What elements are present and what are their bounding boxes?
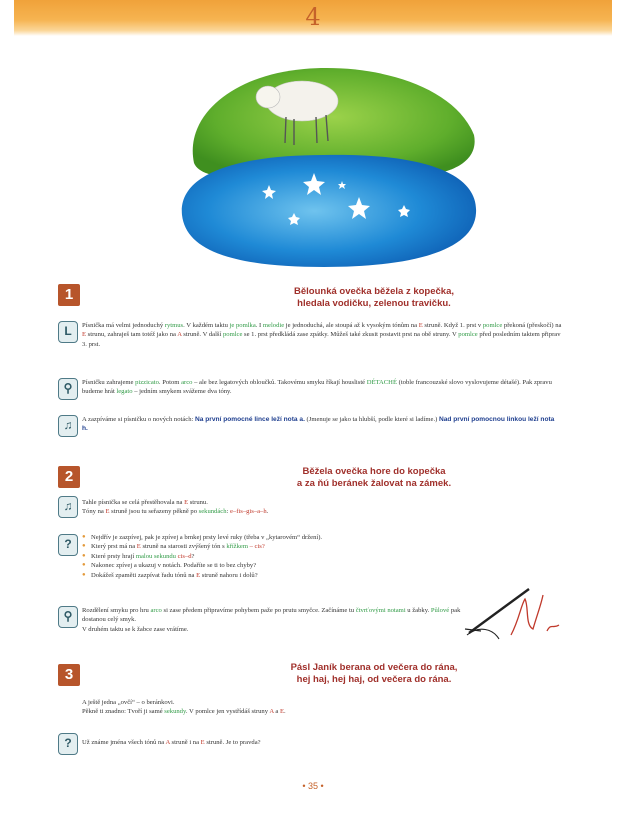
- listen-icon: L: [58, 321, 78, 343]
- section-1-title-line1: Bělounká ovečka běžela z kopečka,: [294, 286, 454, 297]
- section-1-paragraph-3: A zazpíváme si písničku o nových notách: Na první pomocné lince leží nota a. (Jmenuje se jako ta hlubší, podle které si ladíme.) Nad první pomocnou linkou leží nota h.: [82, 416, 555, 433]
- section-1-paragraph-1: Písnička má velmi jednoduchý rytmus. V každém taktu je pomlka. I melodie je jednoduchá, ale stoupá až k vysokým tónům na E struně. Když 1. prst v pomlce překoná (přeskočí) na E strunu, zahraješ tam totéž jako na A struně. V další pomlce se 1. prst předkládá zase zpátky. Můžeš také zkusit postavit prst na obě struny. V pomlce před posledním taktem připrav 3. prst.: [82, 322, 562, 348]
- violin-icon: ⚲: [58, 378, 78, 400]
- section-3-title: [174, 662, 574, 686]
- sheep-illustration: [174, 55, 484, 270]
- section-3-paragraph-2: Už známe jména všech tónů na A struně i na E struně. Je to pravda?: [82, 739, 261, 746]
- section-number-3: 3: [58, 664, 80, 686]
- section-1-title-line2: hledala vodičku, zelenou travičku.: [297, 298, 451, 309]
- question-icon: ?: [58, 733, 78, 755]
- section-number-2: 2: [58, 466, 80, 488]
- section-number-1: 1: [58, 284, 80, 306]
- section-2-title-line2: a za ňú beránek žalovat na zámek.: [296, 478, 452, 489]
- section-2-title-line1: Běžela ovečka hore do kopečka: [302, 466, 446, 477]
- list-item: ● Nejdřív je zazpívej, pak je zpívej a brnkej prsty levé ruky (třeba v „kytarovém“ držení).: [82, 533, 562, 542]
- sing-icon: ♫: [58, 496, 78, 518]
- section-1-title: [174, 286, 574, 310]
- sing-icon: ♫: [58, 415, 78, 437]
- chapter-number: 4: [305, 3, 321, 31]
- list-item: ● Které prsty hrají malou sekundu cis–d?: [82, 552, 562, 561]
- section-1-paragraph-2: Písničku zahrajeme pizzicato. Potom arco – ale bez legatových obloučků. Takovému smyku říkají houslisté DÉTACHÉ (toble francouzské slovo vyslovujeme détašé). Pak zpravu budeme hrát legato – jedním smykem svážeme dva tóny.: [82, 379, 552, 396]
- section-3-title-line1: Pásl Janík berana od večera do rána,: [290, 662, 458, 673]
- section-2-list: [82, 533, 562, 580]
- section-2-paragraph-1: Tahle písnička se celá přestěhovala na E strunu. Tóny na E struně jsou tu seřazeny pěkně po sekundách: e–fis–gis–a–h.: [82, 499, 269, 516]
- textbook-page: [14, 0, 612, 827]
- section-3-paragraph-1: A ještě jedna „ovčí“ – o beránkovi. Pěkně ti znadno: Tvoří ji samé sekundy. V pomlce jen vystřídáš struny A a E.: [82, 699, 286, 716]
- list-item: ● Dokážeš zpaměti zazpívat řadu tónů na E struně nahoru i dolů?: [82, 571, 562, 580]
- list-item: ● Který prst má na E struně na starosti zvýšený tón s křížkem – cis?: [82, 542, 562, 551]
- question-icon: ?: [58, 534, 78, 556]
- section-3-title-line2: hej haj, hej haj, od večera do rána.: [296, 674, 452, 685]
- page-number: • 35 •: [302, 781, 324, 791]
- section-2-title: [174, 466, 574, 490]
- bow-hand-drawing: [459, 585, 574, 645]
- section-2-paragraph-3: Rozdělení smyku pro hru arco si zase předem připravíme pohybem paže po prutu smyčce. Začínáme tu čtvrťovými notami u žabky. Půlové pak dostanou celý smyk. V druhém taktu se k žabce zase vrátíme.: [82, 607, 461, 633]
- violin-icon: ⚲: [58, 606, 78, 628]
- list-item: ● Nakonec zpívej a ukazuj v notách. Podaříte se ti to bez chyby?: [82, 561, 562, 570]
